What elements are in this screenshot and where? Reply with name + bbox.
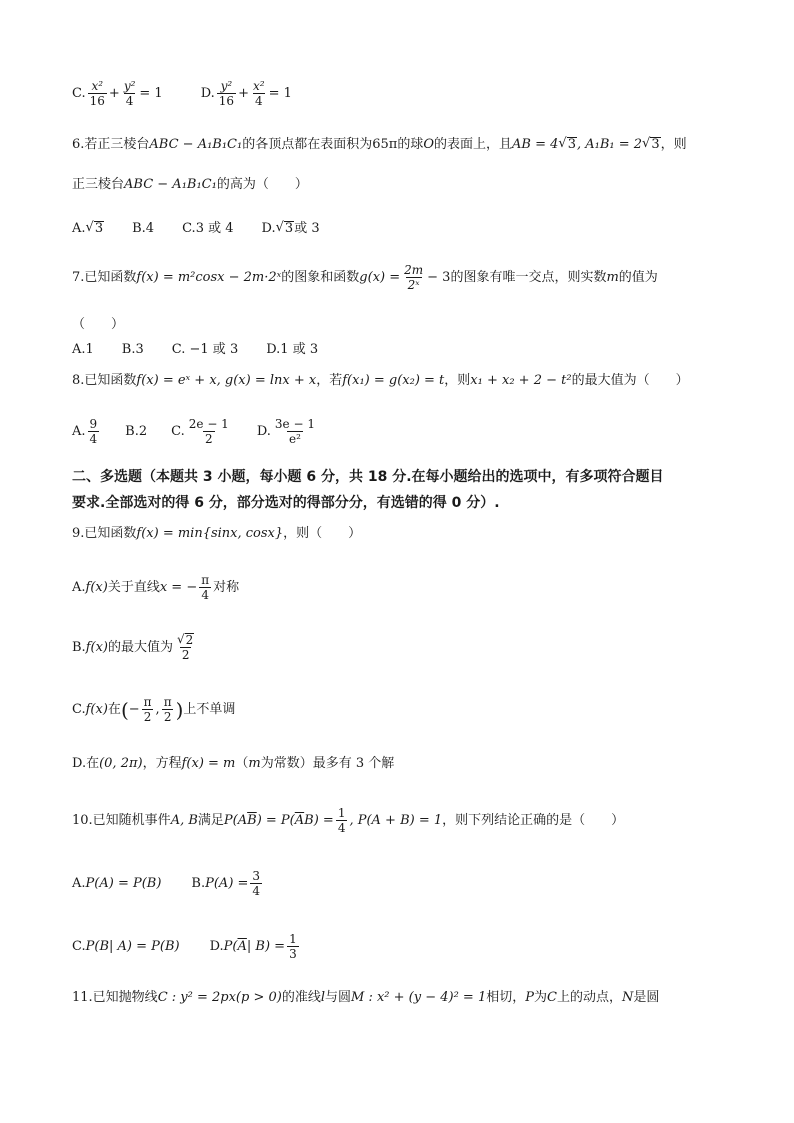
math-p: B) = bbox=[304, 813, 334, 828]
math-expr: P(B| A) = P(B) bbox=[85, 939, 180, 954]
q6-stem-line2 bbox=[72, 178, 308, 191]
plus-sign: + bbox=[108, 86, 120, 101]
text: ，则 bbox=[660, 136, 687, 152]
sqrt-symbol: √ 3 bbox=[558, 136, 576, 152]
text: 的表面上，且 bbox=[434, 136, 513, 152]
frac-num: 2e − 1 bbox=[188, 417, 229, 431]
minus-sign: − bbox=[128, 702, 140, 717]
frac-num: y² bbox=[220, 79, 233, 93]
text: 为 bbox=[534, 990, 548, 1005]
q5-option-d-frac2 bbox=[251, 80, 267, 107]
text: （ ） bbox=[72, 317, 125, 332]
text: ，若 bbox=[316, 373, 343, 388]
q10-stem bbox=[72, 807, 624, 834]
option-a: A. bbox=[72, 424, 86, 439]
text: 的球 bbox=[397, 136, 424, 152]
math-c: C bbox=[547, 990, 557, 1005]
q9-stem bbox=[72, 527, 361, 540]
radicand: 2 bbox=[185, 633, 194, 647]
option-c: C. bbox=[171, 424, 185, 439]
math-ab: A, B bbox=[170, 813, 198, 828]
math-expr: x₁ + x₂ + 2 − t² bbox=[470, 373, 572, 388]
text: 的最大值为 bbox=[107, 639, 173, 655]
math-expr: P( bbox=[223, 939, 238, 954]
q7-stem-line1 bbox=[72, 264, 658, 291]
text: 上不单调 bbox=[183, 702, 236, 717]
option-label: C. bbox=[72, 702, 86, 717]
frac-den: 16 bbox=[218, 94, 235, 108]
left-paren: ( bbox=[120, 697, 129, 722]
frac-num: 1 bbox=[289, 932, 297, 946]
math-l: l bbox=[320, 990, 325, 1005]
q8-stem bbox=[72, 374, 689, 387]
text: 的图象有唯一交点，则实数 bbox=[450, 270, 607, 285]
math-p: P(A bbox=[223, 813, 248, 828]
math-a1b1: , A₁B₁ = 2 bbox=[576, 136, 643, 152]
q5-options bbox=[72, 80, 292, 107]
math-p: , P(A + B) = 1 bbox=[349, 813, 443, 828]
text: 上的动点， bbox=[556, 990, 622, 1005]
text: 的值为 bbox=[618, 270, 658, 285]
q5-option-c-frac1 bbox=[88, 80, 107, 107]
text: 的高为（ ） bbox=[216, 177, 308, 192]
text: ，则（ ） bbox=[283, 526, 362, 541]
option-c: C. −1 或 3 bbox=[171, 342, 239, 357]
math-f: f(x) bbox=[85, 580, 108, 595]
text: 9.已知函数 bbox=[72, 526, 137, 541]
section-heading-line2: 要求.全部选对的得 6 分，部分选对的得部分分，有选错的得 0 分）. bbox=[72, 495, 500, 511]
frac-den: 2 bbox=[143, 710, 152, 724]
option-a: A.1 bbox=[72, 342, 94, 357]
text: 10.已知随机事件 bbox=[72, 813, 171, 828]
q7-paren bbox=[72, 318, 124, 331]
math-bbar: $\overline{B}$ bbox=[247, 813, 257, 828]
frac-num: x² bbox=[91, 79, 104, 93]
sqrt-symbol: √ 3 bbox=[642, 136, 660, 152]
q10-options-ab bbox=[72, 870, 264, 897]
option-label: B. bbox=[72, 639, 86, 655]
math-tail: − 3 bbox=[427, 270, 451, 285]
text: 满足 bbox=[197, 813, 224, 828]
frac-den: 4 bbox=[125, 94, 134, 108]
frac-den: e² bbox=[288, 432, 301, 446]
equals-one: = 1 bbox=[268, 86, 292, 101]
frac-den: 4 bbox=[201, 588, 209, 602]
text: 对称 bbox=[213, 580, 240, 595]
frac bbox=[250, 870, 262, 897]
q10-options-cd bbox=[72, 933, 301, 960]
q6-stem-line1 bbox=[72, 137, 687, 151]
math-x: x = − bbox=[159, 580, 198, 595]
q11-stem bbox=[72, 991, 659, 1004]
sqrt-symbol: √ 3 bbox=[85, 220, 104, 236]
text: 正三棱台 bbox=[72, 177, 125, 192]
q9-option-b bbox=[72, 633, 198, 661]
math-eq: f(x) = m bbox=[181, 756, 236, 771]
math-c-def: C : y² = 2px(p > 0) bbox=[157, 990, 282, 1005]
equals-one: = 1 bbox=[139, 86, 163, 101]
text: 7.已知函数 bbox=[72, 270, 137, 285]
math-f-def: f(x) = min{sinx, cosx} bbox=[136, 526, 284, 541]
frac-num: 3 bbox=[252, 869, 261, 883]
option-label: C. bbox=[72, 939, 86, 954]
math-p: P bbox=[525, 990, 534, 1005]
math-f-def: f(x) = m²cosx − 2m·2ˣ bbox=[136, 270, 282, 285]
text: （ bbox=[235, 756, 249, 771]
frac bbox=[142, 696, 154, 723]
radicand: 3 bbox=[567, 137, 576, 152]
q5-option-d-label: D. bbox=[200, 86, 215, 101]
frac-num: π bbox=[143, 695, 152, 709]
text: 与圆 bbox=[325, 990, 352, 1005]
option-d: D. bbox=[256, 424, 271, 439]
text: 的各顶点都在表面积为 bbox=[242, 136, 373, 152]
q6-options bbox=[72, 221, 320, 235]
text: 相切， bbox=[486, 990, 526, 1005]
frac-den: 2 bbox=[181, 648, 190, 662]
math-g-def: g(x) = bbox=[359, 270, 401, 285]
math-abar: $\overline{A}$ bbox=[294, 813, 305, 828]
text: ，则下列结论正确的是（ ） bbox=[442, 813, 625, 828]
radicand: 3 bbox=[284, 221, 294, 236]
text: 关于直线 bbox=[107, 580, 160, 595]
option-label: D.在 bbox=[72, 756, 100, 771]
math-ball: O bbox=[423, 136, 435, 152]
frac bbox=[175, 633, 196, 661]
text: 为常数）最多有 3 个解 bbox=[260, 756, 395, 771]
math-area: 65π bbox=[372, 136, 398, 152]
option-a: A. bbox=[72, 220, 86, 236]
q7-options bbox=[72, 343, 318, 356]
frac-num: 1 bbox=[337, 806, 346, 820]
text: 在 bbox=[107, 702, 121, 717]
frac-den: 3 bbox=[289, 947, 297, 961]
math-m: m bbox=[248, 756, 261, 771]
option-b: B.3 bbox=[121, 342, 144, 357]
q5-option-c-label: C. bbox=[72, 86, 86, 101]
radicand: 3 bbox=[94, 221, 104, 236]
frac-num: 2m bbox=[404, 263, 424, 277]
math-p: ) = P( bbox=[256, 813, 295, 828]
frac-den: 2ˣ bbox=[407, 278, 420, 292]
math-m: m bbox=[606, 270, 619, 285]
q9-option-a bbox=[72, 574, 239, 601]
math-expr: | B) = bbox=[246, 939, 286, 954]
math-f: f(x) bbox=[85, 702, 108, 717]
option-label: A. bbox=[72, 876, 86, 891]
option-label: B. bbox=[191, 876, 206, 891]
math-frustum: ABC − A₁B₁C₁ bbox=[124, 177, 217, 192]
text: 的最大值为（ ） bbox=[571, 373, 689, 388]
text: 的准线 bbox=[281, 990, 321, 1005]
right-paren: ) bbox=[175, 697, 184, 722]
option-c: C.3 或 4 bbox=[182, 220, 234, 236]
text: ，方程 bbox=[142, 756, 182, 771]
q9-option-d bbox=[72, 757, 394, 770]
q5-option-d-frac1 bbox=[217, 80, 236, 107]
q8-options bbox=[72, 418, 319, 445]
text: 11.已知抛物线 bbox=[72, 990, 158, 1005]
option-d: D.1 或 3 bbox=[266, 342, 319, 357]
q8-c-frac bbox=[187, 418, 231, 445]
frac-den: 4 bbox=[254, 94, 263, 108]
math-expr: P(A) = bbox=[205, 876, 249, 891]
text: 6.若正三棱台 bbox=[72, 136, 150, 152]
option-label: D. bbox=[209, 939, 224, 954]
sqrt-symbol: √ 3 bbox=[275, 220, 294, 236]
math-frustum: ABC − A₁B₁C₁ bbox=[149, 136, 243, 152]
math-cond: f(x₁) = g(x₂) = t bbox=[342, 373, 445, 388]
q5-option-c-frac2 bbox=[122, 80, 138, 107]
text: 8.已知函数 bbox=[72, 373, 137, 388]
option-b: B.2 bbox=[125, 424, 148, 439]
frac-num: y² bbox=[123, 79, 136, 93]
text: 的图象和函数 bbox=[281, 270, 360, 285]
q8-a-frac bbox=[88, 418, 100, 445]
text: ，则 bbox=[444, 373, 471, 388]
comma: , bbox=[155, 702, 160, 717]
frac-den: 4 bbox=[252, 884, 261, 898]
q8-d-frac bbox=[273, 418, 317, 445]
option-d: D. bbox=[261, 220, 276, 236]
math-interval: (0, 2π) bbox=[99, 756, 143, 771]
frac bbox=[287, 933, 299, 960]
math-f: f(x) bbox=[85, 639, 108, 655]
frac-num: π bbox=[201, 573, 210, 587]
option-b: B.4 bbox=[132, 220, 155, 236]
frac bbox=[162, 696, 174, 723]
option-label: A. bbox=[72, 580, 86, 595]
frac-den: 4 bbox=[89, 432, 98, 446]
math-abar: $\overline{A}$ bbox=[237, 939, 247, 954]
frac-num: π bbox=[163, 695, 172, 709]
plus-sign: + bbox=[238, 86, 249, 101]
frac-den: 2 bbox=[163, 710, 172, 724]
frac-den: 2 bbox=[204, 432, 213, 446]
frac-den: 4 bbox=[337, 821, 346, 835]
math-expr: P(A) = P(B) bbox=[85, 876, 162, 891]
text: 是圆 bbox=[633, 990, 660, 1005]
math-ab: AB = 4 bbox=[512, 136, 559, 152]
sqrt-symbol: √ 2 bbox=[177, 632, 194, 647]
frac-num: 9 bbox=[89, 417, 98, 431]
frac bbox=[336, 807, 348, 834]
q7-g-frac bbox=[402, 264, 425, 291]
radicand: 3 bbox=[651, 137, 660, 152]
frac-den: 16 bbox=[89, 94, 105, 108]
text: 或 3 bbox=[294, 220, 320, 236]
frac-num: x² bbox=[252, 79, 265, 93]
math-n: N bbox=[621, 990, 634, 1005]
math-f-def: f(x) = eˣ + x, g(x) = lnx + x bbox=[136, 373, 317, 388]
section-heading-line1: 二、多选题（本题共 3 小题，每小题 6 分，共 18 分.在每小题给出的选项中，有多项符合题目 bbox=[72, 469, 664, 485]
q9-option-c bbox=[72, 696, 235, 723]
frac-num: 3e − 1 bbox=[274, 417, 315, 431]
math-m-def: M : x² + (y − 4)² = 1 bbox=[351, 990, 487, 1005]
frac bbox=[199, 574, 211, 601]
